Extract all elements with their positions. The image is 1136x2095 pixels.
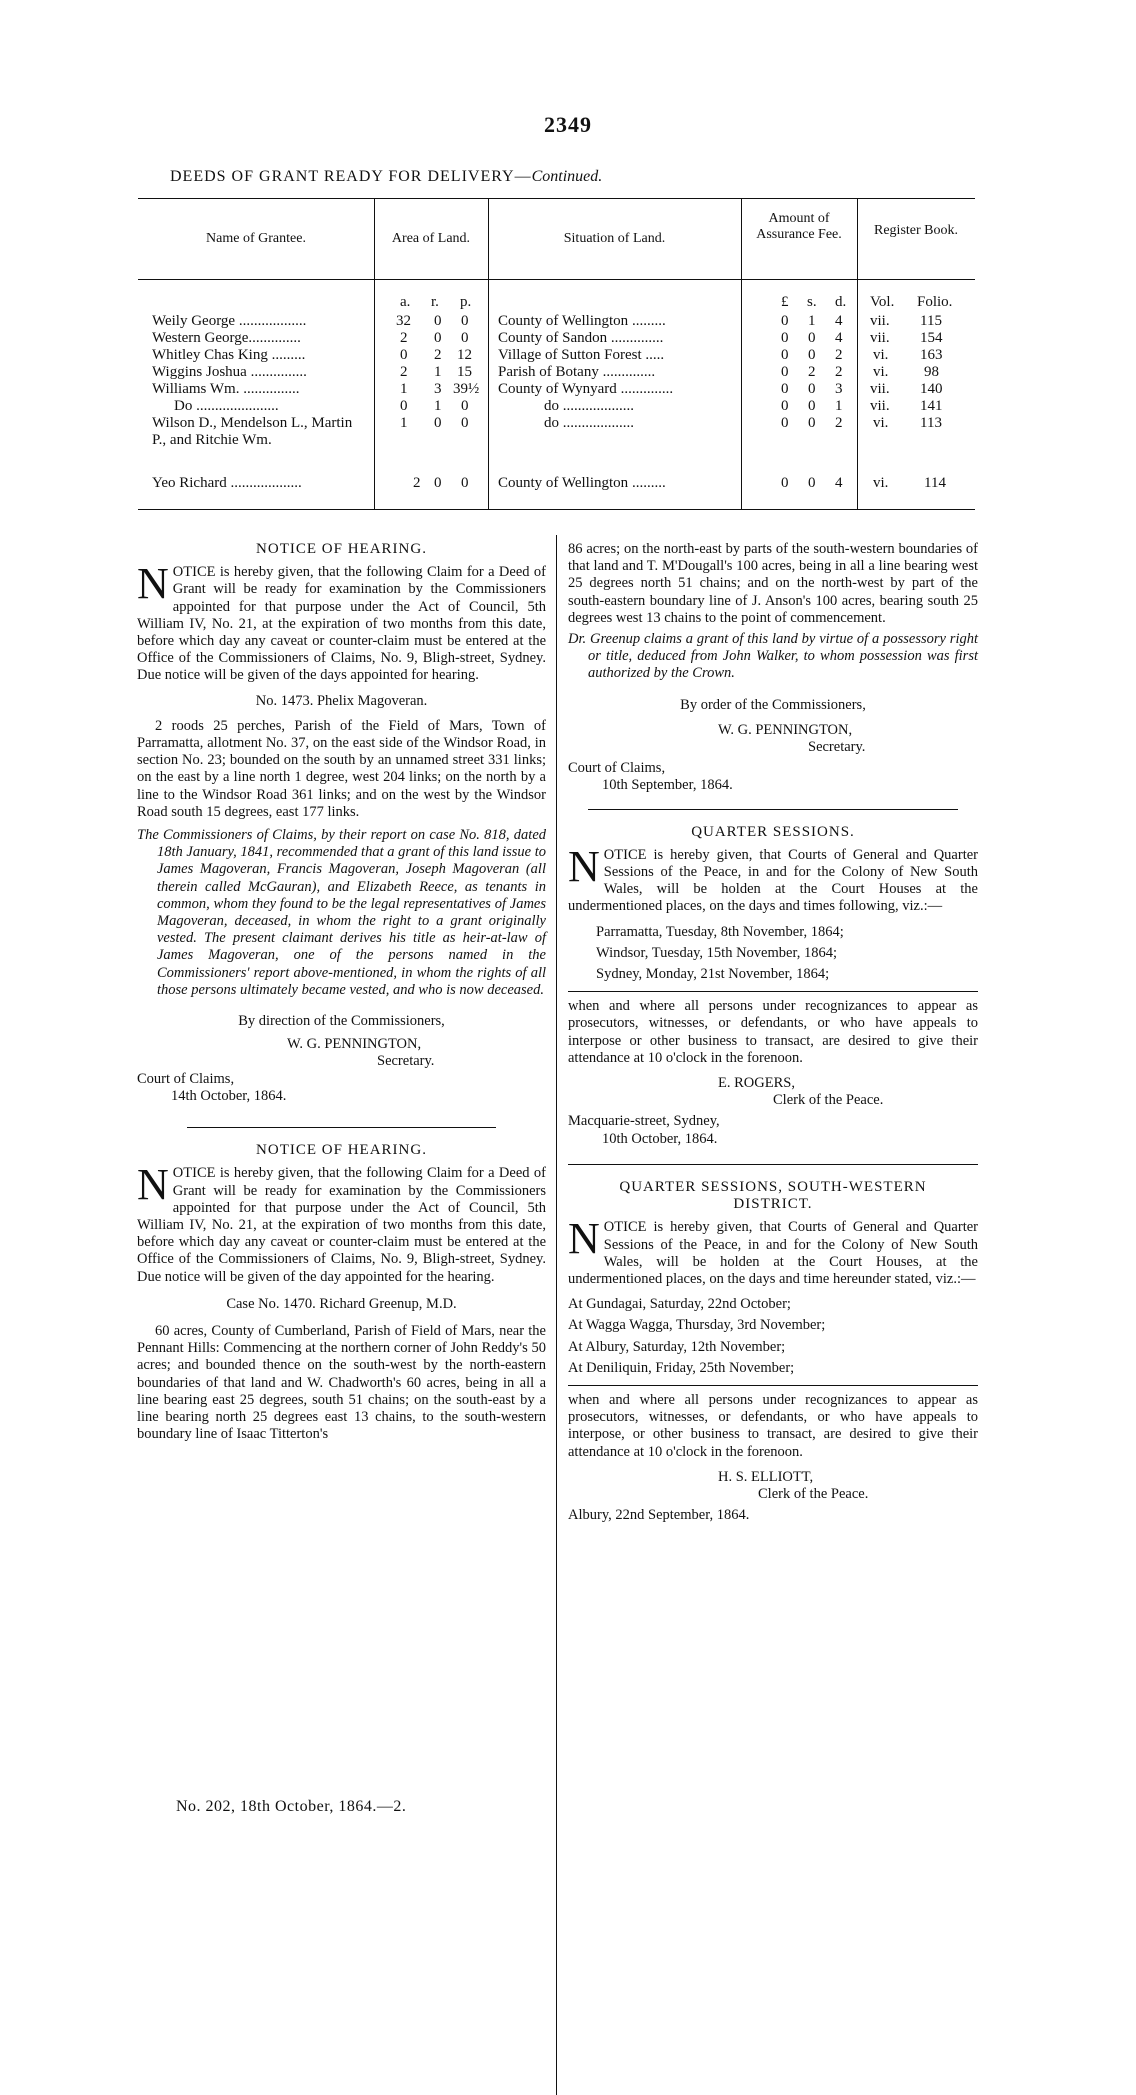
- header-area: Area of Land.: [391, 231, 471, 246]
- cell-volume: vi.: [873, 347, 889, 363]
- cell-pence: 2: [835, 364, 843, 380]
- order-line: By order of the Commissioners,: [680, 696, 866, 713]
- drop-cap: N: [568, 1214, 600, 1264]
- session-date: At Wagga Wagga, Thursday, 3rd November;: [568, 1317, 826, 1334]
- cell-pounds: 0: [781, 330, 789, 346]
- session-date: Parramatta, Tuesday, 8th November, 1864;: [596, 923, 844, 940]
- cell-roods: 0: [434, 475, 442, 491]
- cell-pounds: 0: [781, 415, 789, 431]
- table-title: [170, 168, 602, 186]
- grants-table: [138, 198, 975, 510]
- cell-roods: 1: [434, 364, 442, 380]
- signatory-title: Clerk of the Peace.: [758, 1485, 869, 1502]
- signatory-title: Clerk of the Peace.: [773, 1092, 884, 1109]
- cell-perches: 12: [457, 347, 472, 363]
- case-title: Case No. 1470. Richard Greenup, M.D.: [226, 1295, 457, 1312]
- session-dates: [568, 1296, 978, 1377]
- table-row-name: Weily George ..................: [152, 313, 307, 329]
- cell-perches: 15: [457, 364, 472, 380]
- header-fee: Amount of Assurance Fee.: [756, 211, 842, 242]
- cell-situation: do ...................: [544, 398, 634, 414]
- cell-folio: 154: [920, 330, 943, 346]
- cell-volume: vi.: [873, 475, 889, 491]
- cell-situation: County of Wynyard ..............: [498, 381, 674, 397]
- attendance-notice: when and where all persons under recognizances to appear as prosecutors, witnesses, or defendants, or who have appeals to interpose, or other business to transact, are desired to give their attendance at 10 o'clock in the forenoon.: [568, 1391, 978, 1460]
- column-divider: [556, 535, 557, 2095]
- unit-perches: p.: [460, 294, 472, 310]
- notice-body: NOTICE is hereby given, that the following Claim for a Deed of Grant will be ready for examination by the Commissioners appointed for that purpose under the Act of Council, 5th William IV, No. 21, at the expiration of two months from this date, before which day any caveat or counter-claim must be entered at the Office of the Commissioners of Claims, No. 9, Bligh-street, Sydney. Due notice will be given of the days appointed for hearing.: [137, 559, 546, 684]
- cell-folio: 98: [924, 364, 939, 380]
- cell-perches: 0: [461, 330, 469, 346]
- cell-roods: 3: [434, 381, 442, 397]
- cell-volume: vii.: [870, 381, 890, 397]
- table-divider: [741, 199, 742, 509]
- table-row-name: Whitley Chas King .........: [152, 347, 306, 363]
- land-description: 60 acres, County of Cumberland, Parish of Field of Mars, near the Pennant Hills: Commencing at the northern corner of John Reddy's 50 acres; and bounded thence on the south-west by the north-eastern boundaries of that land and W. Chadworth's 60 acres, being in all a line bearing east 25 degrees, south 51 chains; on the south-east by a line bearing north 25 degrees east 13 chains, to the south-western boundary line of Isaac Titterton's: [137, 1322, 546, 1443]
- cell-pence: 4: [835, 330, 843, 346]
- notice-place: Macquarie-street, Sydney,: [568, 1113, 720, 1130]
- cell-pounds: 0: [781, 364, 789, 380]
- cell-shillings: 0: [808, 415, 816, 431]
- cell-shillings: 0: [808, 475, 816, 491]
- cell-acres: 1: [400, 381, 408, 397]
- table-divider: [857, 199, 858, 509]
- cell-perches: 0: [461, 313, 469, 329]
- commissioners-report: The Commissioners of Claims, by their report on case No. 818, dated 18th January, 1841, recommended that a grant of this land issue to James Magoveran, Francis Magoveran, Joseph Magoveran (all therein called McGauran), and Elizabeth Reece, as tenants in common, whom they found to be the legal representatives of James Magoveran, deceased, in whom the right to a grant originally vested. The present claimant derives his title as heir-at-law of James Magoveran, one of the persons named in the Commissioners' report above-mentioned, in whom the rights of all those persons ultimately became vested, and who is now deceased.: [137, 827, 546, 998]
- section-rule: [588, 809, 958, 810]
- claim-statement: Dr. Greenup claims a grant of this land by virtue of a possessory right or title, deduced from John Walker, to whom possession was first authorized by the Crown.: [568, 631, 978, 682]
- cell-acres: 2: [400, 364, 408, 380]
- cell-acres: 0: [400, 347, 408, 363]
- cell-folio: 140: [920, 381, 943, 397]
- attendance-notice: when and where all persons under recognizances to appear as prosecutors, witnesses, or defendants, or who have appeals to interpose or other business to transact, are desired to give their attendance at 10 o'clock in the forenoon.: [568, 998, 978, 1066]
- cell-folio: 141: [920, 398, 943, 414]
- dates-rule: [568, 1385, 978, 1386]
- cell-pence: 3: [835, 381, 843, 397]
- session-date: Windsor, Tuesday, 15th November, 1864;: [596, 944, 837, 961]
- section-rule: [568, 1164, 978, 1165]
- cell-acres: 2: [400, 330, 408, 346]
- table-row-name: Yeo Richard ...................: [152, 475, 302, 491]
- unit-volume: Vol.: [870, 294, 895, 310]
- right-column: [568, 541, 978, 1524]
- table-row-name: Wilson D., Mendelson L., Martin P., and Ritchie Wm.: [152, 415, 353, 448]
- cell-acres: 32: [396, 313, 411, 329]
- unit-folio: Folio.: [917, 294, 953, 310]
- notice-heading: QUARTER SESSIONS, SOUTH-WESTERN DISTRICT.: [619, 1178, 927, 1213]
- session-dates: [568, 924, 978, 984]
- cell-volume: vii.: [870, 313, 890, 329]
- cell-roods: 2: [434, 347, 442, 363]
- table-row-name: Do ......................: [174, 398, 279, 414]
- unit-shillings: s.: [807, 294, 817, 310]
- cell-pence: 2: [835, 347, 843, 363]
- cell-volume: vi.: [873, 364, 889, 380]
- continued-description: 86 acres; on the north-east by parts of the south-western boundaries of that land and T. M'Dougall's 100 acres, being in all a line bearing west 25 degrees north 51 chains; and on the north-west by part of the south-eastern boundary line of J. Anson's 100 acres, bearing south 25 degrees west 13 chains to the point of commencement.: [568, 541, 978, 626]
- cell-shillings: 0: [808, 398, 816, 414]
- cell-folio: 163: [920, 347, 943, 363]
- case-title: No. 1473. Phelix Magoveran.: [255, 692, 428, 709]
- notice-place: Court of Claims,: [137, 1070, 235, 1087]
- table-row-name: Western George..............: [152, 330, 301, 346]
- cell-situation: Village of Sutton Forest .....: [498, 347, 665, 363]
- section-rule: [187, 1127, 496, 1128]
- signatory: W. G. PENNINGTON,: [718, 721, 853, 738]
- cell-perches: 39½: [453, 381, 480, 397]
- cell-situation: do ...................: [544, 415, 634, 431]
- table-row-name: Williams Wm. ...............: [152, 381, 300, 397]
- header-register: Register Book.: [874, 223, 958, 238]
- table-row-name: Wiggins Joshua ...............: [152, 364, 307, 380]
- session-date: At Albury, Saturday, 12th November;: [568, 1338, 786, 1355]
- table-title-continued: Continued.: [531, 168, 603, 185]
- cell-roods: 0: [434, 330, 442, 346]
- notice-date: 10th October, 1864.: [602, 1130, 718, 1147]
- cell-acres: 0: [400, 398, 408, 414]
- session-date: At Gundagai, Saturday, 22nd October;: [568, 1296, 791, 1313]
- notice-body: NOTICE is hereby given, that the following Claim for a Deed of Grant will be ready for examination by the Commissioners appointed for that purpose under the Act of Council, 5th William IV, No. 21, at the expiration of two months from this date, before which day any caveat or counter-claim must be entered at the Office of the Commissioners of Claims, No. 9, Bligh-street, Sydney. Due notice will be given of the day appointed for the hearing.: [137, 1160, 546, 1285]
- signatory: H. S. ELLIOTT,: [718, 1468, 814, 1485]
- cell-roods: 1: [434, 398, 442, 414]
- cell-pence: 2: [835, 415, 843, 431]
- cell-volume: vi.: [873, 415, 889, 431]
- drop-cap: N: [137, 1160, 169, 1210]
- unit-pounds: £: [781, 294, 789, 310]
- cell-situation: Parish of Botany ..............: [498, 364, 656, 380]
- cell-shillings: 0: [808, 347, 816, 363]
- table-title-text: DEEDS OF GRANT READY FOR DELIVERY—: [170, 168, 532, 185]
- cell-pounds: 0: [781, 475, 789, 491]
- unit-roods: r.: [431, 294, 439, 310]
- cell-perches: 0: [461, 398, 469, 414]
- drop-cap: N: [568, 841, 600, 891]
- left-column: [137, 541, 546, 1443]
- signatory-title: Secretary.: [377, 1053, 435, 1070]
- signatory: E. ROGERS,: [718, 1075, 795, 1092]
- cell-shillings: 2: [808, 364, 816, 380]
- notice-place: Court of Claims,: [568, 760, 666, 777]
- page-footer: No. 202, 18th October, 1864.—2.: [176, 1798, 407, 1815]
- notice-date: 14th October, 1864.: [171, 1087, 287, 1104]
- page-number: 2349: [544, 112, 592, 137]
- notice-heading: QUARTER SESSIONS.: [691, 823, 855, 840]
- drop-cap: N: [137, 559, 169, 609]
- notice-body: NOTICE is hereby given, that Courts of General and Quarter Sessions of the Peace, in and for the Colony of New South Wales, will be holden at the Court Houses at the undermentioned places, on the days and times following, viz.:—: [568, 841, 978, 915]
- notice-heading: NOTICE OF HEARING.: [256, 1142, 427, 1159]
- unit-acres: a.: [400, 294, 411, 310]
- signatory-title: Secretary.: [808, 739, 866, 756]
- dates-rule: [568, 991, 978, 992]
- cell-pounds: 0: [781, 347, 789, 363]
- unit-pence: d.: [835, 294, 847, 310]
- cell-shillings: 0: [808, 381, 816, 397]
- cell-perches: 0: [461, 475, 469, 491]
- cell-shillings: 0: [808, 330, 816, 346]
- cell-roods: 0: [434, 415, 442, 431]
- session-date: Sydney, Monday, 21st November, 1864;: [596, 966, 830, 983]
- cell-pence: 4: [835, 475, 843, 491]
- cell-folio: 114: [924, 475, 946, 491]
- cell-folio: 113: [920, 415, 942, 431]
- header-situation: Situation of Land.: [563, 231, 666, 246]
- land-description: 2 roods 25 perches, Parish of the Field of Mars, Town of Parramatta, allotment No. 37, on the east side of the Windsor Road, in section No. 23; bounded on the south by an unnamed street 331 links; on the east by a line north 1 degree, west 204 links; on the north by a line to the Windsor Road 361 links; and on the west by the Windsor Road south 15 degrees, east 177 links.: [137, 717, 546, 820]
- cell-shillings: 1: [808, 313, 816, 329]
- table-header-rule: [138, 279, 975, 280]
- cell-folio: 115: [920, 313, 942, 329]
- header-name: Name of Grantee.: [206, 231, 306, 246]
- cell-volume: vii.: [870, 398, 890, 414]
- cell-acres: 2: [413, 475, 421, 491]
- notice-heading: NOTICE OF HEARING.: [256, 541, 427, 557]
- cell-acres: 1: [400, 415, 408, 431]
- cell-roods: 0: [434, 313, 442, 329]
- cell-pounds: 0: [781, 398, 789, 414]
- cell-volume: vii.: [870, 330, 890, 346]
- cell-perches: 0: [461, 415, 469, 431]
- cell-pence: 1: [835, 398, 843, 414]
- session-date: At Deniliquin, Friday, 25th November;: [568, 1359, 795, 1376]
- notice-place-date: Albury, 22nd September, 1864.: [568, 1507, 750, 1524]
- cell-pence: 4: [835, 313, 843, 329]
- cell-pounds: 0: [781, 381, 789, 397]
- cell-situation: County of Sandon ..............: [498, 330, 664, 346]
- cell-situation: County of Wellington .........: [498, 475, 666, 491]
- signatory: W. G. PENNINGTON,: [287, 1036, 422, 1053]
- direction-line: By direction of the Commissioners,: [238, 1013, 445, 1030]
- notice-date: 10th September, 1864.: [602, 777, 733, 794]
- cell-situation: County of Wellington .........: [498, 313, 666, 329]
- cell-pounds: 0: [781, 313, 789, 329]
- notice-body: NOTICE is hereby given, that Courts of General and Quarter Sessions of the Peace, in and for the Colony of New South Wales, will be holden at the Court Houses, at the undermentioned places, on the days and time hereunder stated, viz.:—: [568, 1214, 978, 1287]
